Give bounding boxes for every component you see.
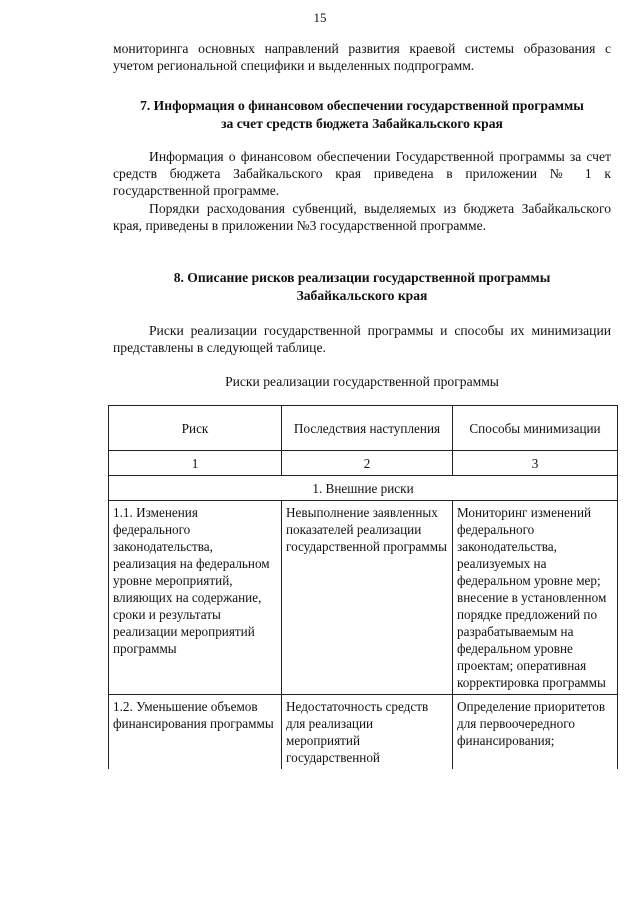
section-7-paragraph-1: Информация о финансовом обеспечении Государственной программы за счет средств бюджета Забайкальского края приведена в приложении № 1 к государственной программе. xyxy=(113,149,611,198)
section-7-paragraph-2: Порядки расходования субвенций, выделяемых из бюджета Забайкальского края, приведены в приложении №3 государственной программе. xyxy=(113,201,611,233)
risks-table xyxy=(108,405,618,769)
header-risk: Риск xyxy=(109,406,282,451)
table-caption: Риски реализации государственной программы xyxy=(225,374,499,389)
header-mitigation: Способы минимизации xyxy=(453,406,618,451)
column-number: 1 xyxy=(109,451,282,476)
table-header-row xyxy=(109,406,618,451)
page-number: 15 xyxy=(313,10,327,25)
mitigation-cell: Определение приоритетов для первоочередного финансирования; xyxy=(453,695,618,770)
column-number: 3 xyxy=(453,451,618,476)
risk-cell: 1.1. Изменения федерального законодательства, реализация на федеральном уровне мероприятий, влияющих на содержание, сроки и результаты реализации мероприятий программы xyxy=(109,501,282,695)
intro-continuation: мониторинга основных направлений развития краевой системы образования с учетом региональной специфики и выделенных подпрограмм. xyxy=(113,41,611,73)
column-number: 2 xyxy=(282,451,453,476)
section-7-title xyxy=(113,97,611,133)
section-row xyxy=(109,476,618,501)
section-8-title xyxy=(113,269,611,305)
column-numbers-row xyxy=(109,451,618,476)
consequence-cell: Недостаточность средств для реализации мероприятий государственной xyxy=(282,695,453,770)
section-7-title-line1: 7. Информация о финансовом обеспечении государственной программы xyxy=(140,98,584,113)
header-consequence: Последствия наступления xyxy=(282,406,453,451)
table-row xyxy=(109,501,618,695)
section-7-title-line2: за счет средств бюджета Забайкальского края xyxy=(221,116,503,131)
section-8-title-line1: 8. Описание рисков реализации государственной программы xyxy=(173,270,551,285)
mitigation-cell: Мониторинг изменений федерального законодательства, реализуемых на федеральном уровне мер; внесение в установленном порядке предложений по разрабатываемым на федеральном уровне проектам; оперативная корректировка программы xyxy=(453,501,618,695)
consequence-cell: Невыполнение заявленных показателей реализации государственной программы xyxy=(282,501,453,695)
table-row xyxy=(109,695,618,770)
section-row-label: 1. Внешние риски xyxy=(109,476,618,501)
risk-cell: 1.2. Уменьшение объемов финансирования программы xyxy=(109,695,282,770)
section-8-title-line2: Забайкальского края xyxy=(296,288,428,303)
section-8-paragraph-1: Риски реализации государственной программы и способы их минимизации представлены в следующей таблице. xyxy=(113,323,611,355)
